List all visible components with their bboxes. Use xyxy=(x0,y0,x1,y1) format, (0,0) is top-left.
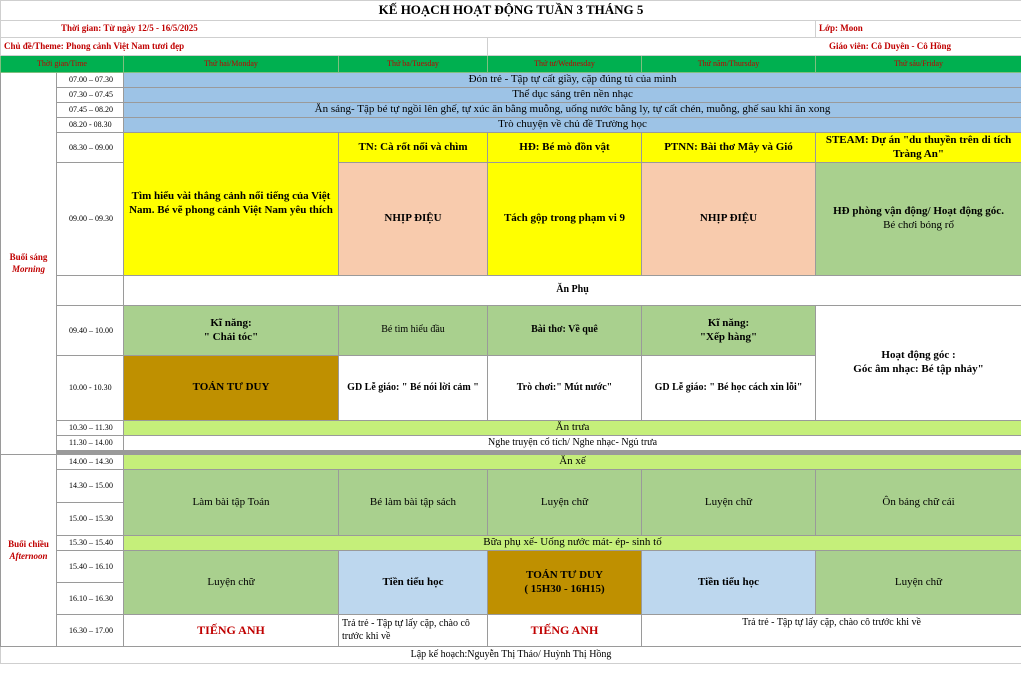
tuesday-top-activity: TN: Cà rốt nổi và chìm xyxy=(339,133,488,163)
friday-1430-activity: Ôn bảng chữ cái xyxy=(816,470,1021,536)
plan-author: Lập kế hoạch:Nguyễn Thị Thảo/ Huỳnh Thị Hồng xyxy=(1,647,1021,664)
thursday-main-activity: NHỊP ĐIỆU xyxy=(642,163,816,276)
routine-lunch: Ăn trưa xyxy=(124,421,1021,436)
teacher-names: Giáo viên: Cô Duyên - Cô Hồng xyxy=(488,38,1021,56)
time-slot: 15.40 – 16.10 xyxy=(57,551,124,583)
time-slot: 09.40 – 10.00 xyxy=(57,306,124,356)
tuesday-1540-activity: Tiền tiểu học xyxy=(339,551,488,615)
time-slot: 08.20 - 08.30 xyxy=(57,118,124,133)
time-slot: 07.45 – 08.20 xyxy=(57,103,124,118)
plan-dates: Thời gian: Từ ngày 12/5 - 16/5/2025 xyxy=(1,21,816,38)
time-slot: 10.00 - 10.30 xyxy=(57,356,124,421)
friday-corner-activity: Hoạt động góc : Góc âm nhạc: Bé tập nhảy" xyxy=(816,306,1021,421)
routine-nap: Nghe truyện cổ tích/ Nghe nhạc- Ngủ trưa xyxy=(124,436,1021,451)
routine-exercise: Thể dục sáng trên nền nhạc xyxy=(124,88,1021,103)
thursday-friday-pickup: Trả trẻ - Tập tự lấy cặp, chào cô trước khi về xyxy=(642,615,1021,647)
header-wednesday: Thứ tư/Wednesday xyxy=(488,56,642,73)
wednesday-1000-activity: Trò chơi:" Mút nước" xyxy=(488,356,642,421)
tuesday-1430-activity: Bé làm bài tập sách xyxy=(339,470,488,536)
plan-title: KẾ HOẠCH HOẠT ĐỘNG TUẦN 3 THÁNG 5 xyxy=(1,1,1021,21)
wednesday-top-activity: HĐ: Bé mò đồn vật xyxy=(488,133,642,163)
monday-1540-activity: Luyện chữ xyxy=(124,551,339,615)
wednesday-1540-activity: TOÁN TƯ DUY ( 15H30 - 16H15) xyxy=(488,551,642,615)
routine-chat: Trò chuyện về chủ đề Trường học xyxy=(124,118,1021,133)
time-slot: 15.00 – 15.30 xyxy=(57,503,124,536)
tuesday-0940-activity: Bé tìm hiểu đầu xyxy=(339,306,488,356)
tuesday-pickup: Trả trẻ - Tập tự lấy cặp, chào cô trước khi về xyxy=(339,615,488,647)
class-name: Lớp: Moon xyxy=(816,21,1021,38)
time-slot: 16.10 – 16.30 xyxy=(57,583,124,615)
time-slot xyxy=(57,276,124,306)
time-slot: 08.30 – 09.00 xyxy=(57,133,124,163)
monday-skill: Kĩ năng: " Chải tóc" xyxy=(124,306,339,356)
header-tuesday: Thứ ba/Tuesday xyxy=(339,56,488,73)
time-slot: 09.00 – 09.30 xyxy=(57,163,124,276)
header-thursday: Thứ năm/Thursday xyxy=(642,56,816,73)
thursday-1000-activity: GD Lễ giáo: " Bé học cách xin lỗi" xyxy=(642,356,816,421)
monday-main-activity: Tìm hiểu vài thắng cảnh nổi tiếng của Việt Nam. Bé vẽ phong cảnh Việt Nam yêu thích xyxy=(124,133,339,276)
routine-snack: Ăn Phụ xyxy=(124,276,1021,306)
thursday-skill: Kĩ năng: "Xếp hàng" xyxy=(642,306,816,356)
time-slot: 16.30 – 17.00 xyxy=(57,615,124,647)
tuesday-1000-activity: GD Lễ giáo: " Bé nói lời cảm " xyxy=(339,356,488,421)
time-slot: 07.30 – 07.45 xyxy=(57,88,124,103)
thursday-1540-activity: Tiền tiểu học xyxy=(642,551,816,615)
routine-breakfast: Ăn sáng- Tập bé tự ngồi lên ghế, tự xúc ăn bằng muỗng, uống nước bằng ly, tự cất chén, muỗng, ghế sau khi ăn xong xyxy=(124,103,1021,118)
monday-english: TIẾNG ANH xyxy=(124,615,339,647)
header-friday: Thứ sáu/Friday xyxy=(816,56,1021,73)
header-time: Thời gian/Time xyxy=(1,56,124,73)
session-morning: Buổi sáng Morning xyxy=(1,73,57,455)
monday-1000-activity: TOÁN TƯ DUY xyxy=(124,356,339,421)
thursday-1430-activity: Luyện chữ xyxy=(642,470,816,536)
routine-afternoon-snack: Bữa phụ xế- Uống nước mát- ép- sinh tố xyxy=(124,536,1021,551)
time-slot: 11.30 – 14.00 xyxy=(57,436,124,451)
header-monday: Thứ hai/Monday xyxy=(124,56,339,73)
tuesday-main-activity: NHỊP ĐIỆU xyxy=(339,163,488,276)
friday-1540-activity: Luyện chữ xyxy=(816,551,1021,615)
routine-arrival: Đón trẻ - Tập tự cất giầy, cặp đúng tủ của mình xyxy=(124,73,1021,88)
thursday-top-activity: PTNN: Bài thơ Mây và Gió xyxy=(642,133,816,163)
wednesday-1430-activity: Luyện chữ xyxy=(488,470,642,536)
wednesday-english: TIẾNG ANH xyxy=(488,615,642,647)
time-slot: 07.00 – 07.30 xyxy=(57,73,124,88)
friday-main-activity: HĐ phòng vận động/ Hoạt động góc. Bé chơi bóng rổ xyxy=(816,163,1021,276)
monday-1430-activity: Làm bài tập Toán xyxy=(124,470,339,536)
time-slot: 15.30 – 15.40 xyxy=(57,536,124,551)
plan-theme: Chủ đề/Theme: Phong cảnh Việt Nam tươi đẹp xyxy=(1,38,488,56)
friday-top-activity: STEAM: Dự án "du thuyền trên di tích Tràng An" xyxy=(816,133,1021,163)
routine-wakeup-snack: Ăn xế xyxy=(124,455,1021,470)
session-afternoon: Buổi chiều Afternoon xyxy=(1,455,57,647)
wednesday-main-activity: Tách gộp trong phạm vi 9 xyxy=(488,163,642,276)
time-slot: 10.30 – 11.30 xyxy=(57,421,124,436)
time-slot: 14.00 – 14.30 xyxy=(57,455,124,470)
wednesday-0940-activity: Bài thơ: Về quê xyxy=(488,306,642,356)
time-slot: 14.30 – 15.00 xyxy=(57,470,124,503)
